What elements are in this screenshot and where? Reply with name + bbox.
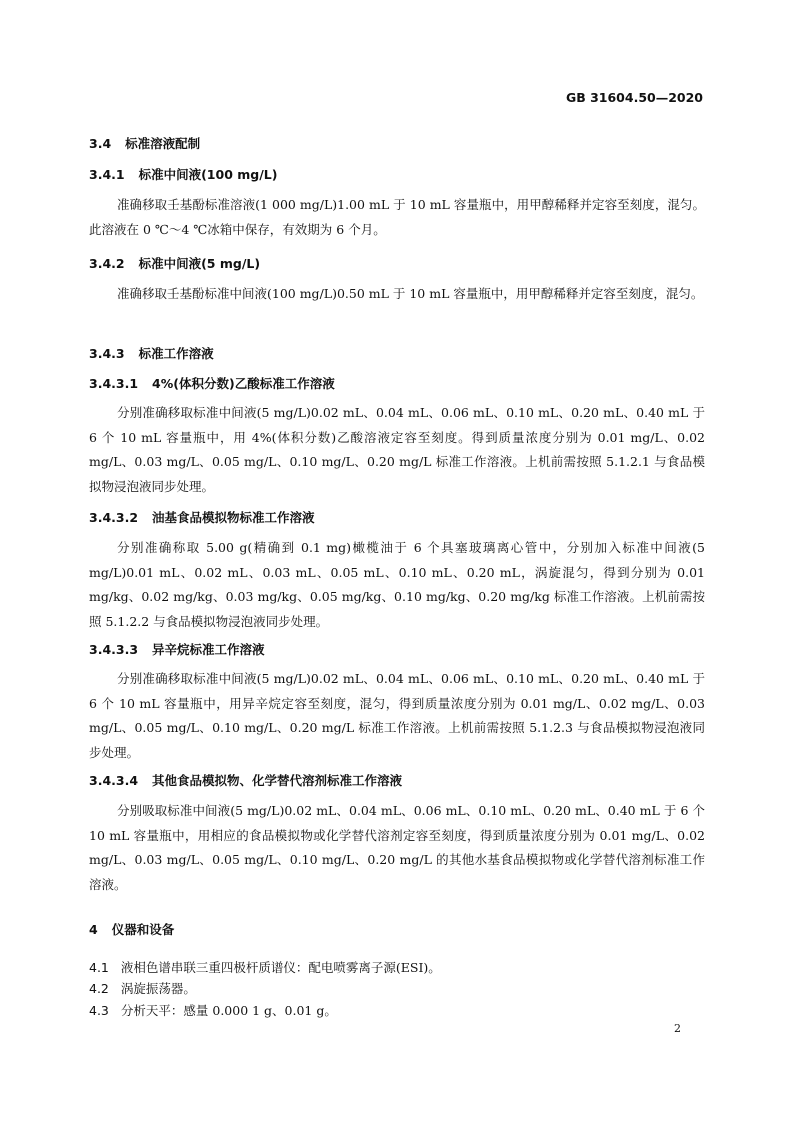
section-title: 标准中间液(100 mg/L): [138, 167, 278, 182]
page-number: 2: [674, 1022, 681, 1035]
section-3-4-3-3-heading: [89, 640, 265, 658]
item-text: 涡旋振荡器。: [120, 981, 196, 996]
section-4-heading: [89, 920, 174, 938]
standard-number: GB 31604.50—2020: [565, 90, 703, 105]
section-title: 标准溶液配制: [125, 136, 201, 151]
section-number: 3.4.3.1: [89, 376, 139, 391]
section-number: 3.4.3.3: [89, 642, 139, 657]
item-number: 4.3: [89, 1003, 109, 1018]
section-title: 4%(体积分数)乙酸标准工作溶液: [152, 376, 335, 391]
section-title: 标准工作溶液: [138, 346, 214, 361]
section-3-4-1-paragraph: 准确移取壬基酚标准溶液(1 000 mg/L)1.00 mL 于 10 mL 容量瓶中，用甲醇稀释并定容至刻度，混匀。此溶液在 0 ℃～4 ℃冰箱中保存，有效期为 6 个月。: [89, 197, 705, 237]
list-item: [89, 1001, 337, 1019]
section-number: 3.4.1: [89, 167, 125, 182]
section-number: 3.4.3.4: [89, 773, 139, 788]
section-3-4-1-heading: [89, 165, 277, 183]
section-3-4-3-1-paragraph: 分别准确移取标准中间液(5 mg/L)0.02 mL、0.04 mL、0.06 mL、0.10 mL、0.20 mL、0.40 mL 于 6 个 10 mL 容量瓶中，用 4%(体积分数)乙酸溶液定容至刻度。得到质量浓度分别为 0.01 mg/L、0.02 mg/L、0.03 mg/L、0.05 mg/L、0.10 mg/L、0.20 mg/L 标准工作溶液。上机前需按照 5.1.2.1 与食品模拟物浸泡液同步处理。: [89, 405, 705, 494]
section-3-4-2-paragraph: 准确移取壬基酚标准中间液(100 mg/L)0.50 mL 于 10 mL 容量瓶中，用甲醇稀释并定容至刻度，混匀。: [117, 286, 704, 301]
item-number: 4.2: [89, 981, 109, 996]
section-title: 标准中间液(5 mg/L): [138, 256, 261, 271]
section-number: 4: [89, 922, 98, 937]
item-number: 4.1: [89, 960, 109, 975]
section-3-4-3-2-heading: [89, 508, 315, 526]
section-title: 油基食品模拟物标准工作溶液: [152, 510, 315, 525]
item-text: 液相色谱串联三重四极杆质谱仪：配电喷雾离子源(ESI)。: [120, 960, 441, 975]
section-3-4-3-1-heading: [89, 374, 335, 392]
section-title: 异辛烷标准工作溶液: [152, 642, 265, 657]
list-item: [89, 979, 196, 997]
section-3-4-3-heading: [89, 344, 214, 362]
section-3-4-3-4-heading: [89, 771, 402, 789]
list-item: [89, 958, 441, 976]
section-title: 其他食品模拟物、化学替代溶剂标准工作溶液: [152, 773, 403, 788]
section-3-4-3-3-paragraph: 分别准确移取标准中间液(5 mg/L)0.02 mL、0.04 mL、0.06 mL、0.10 mL、0.20 mL、0.40 mL 于 6 个 10 mL 容量瓶中，用异辛烷定容至刻度，混匀，得到质量浓度分别为 0.01 mg/L、0.02 mg/L、0.03 mg/L、0.05 mg/L、0.10 mg/L、0.20 mg/L 标准工作溶液。上机前需按照 5.1.2.3 与食品模拟物浸泡液同步处理。: [89, 671, 705, 760]
section-3-4-3-2-paragraph: 分别准确称取 5.00 g(精确到 0.1 mg)橄榄油于 6 个具塞玻璃离心管中，分别加入标准中间液(5 mg/L)0.01 mL、0.02 mL、0.03 mL、0.05 mL、0.10 mL、0.20 mL，涡旋混匀，得到分别为 0.01 mg/kg、0.02 mg/kg、0.03 mg/kg、0.05 mg/kg、0.10 mg/kg、0.20 mg/kg 标准工作溶液。上机前需按照 5.1.2.2 与食品模拟物浸泡液同步处理。: [89, 540, 705, 629]
section-3-4-2-heading: [89, 254, 260, 272]
section-3-4-3-4-paragraph: 分别吸取标准中间液(5 mg/L)0.02 mL、0.04 mL、0.06 mL、0.10 mL、0.20 mL、0.40 mL 于 6 个 10 mL 容量瓶中，用相应的食品模拟物或化学替代溶剂定容至刻度，得到质量浓度分别为 0.01 mg/L、0.02 mg/L、0.03 mg/L、0.05 mg/L、0.10 mg/L、0.20 mg/L 的其他水基食品模拟物或化学替代溶剂标准工作溶液。: [89, 803, 705, 892]
section-number: 3.4: [89, 136, 112, 151]
section-3-4-heading: [89, 134, 200, 152]
item-text: 分析天平：感量 0.000 1 g、0.01 g。: [120, 1003, 337, 1018]
section-number: 3.4.3: [89, 346, 125, 361]
section-number: 3.4.2: [89, 256, 125, 271]
section-number: 3.4.3.2: [89, 510, 139, 525]
section-title: 仪器和设备: [111, 922, 175, 937]
